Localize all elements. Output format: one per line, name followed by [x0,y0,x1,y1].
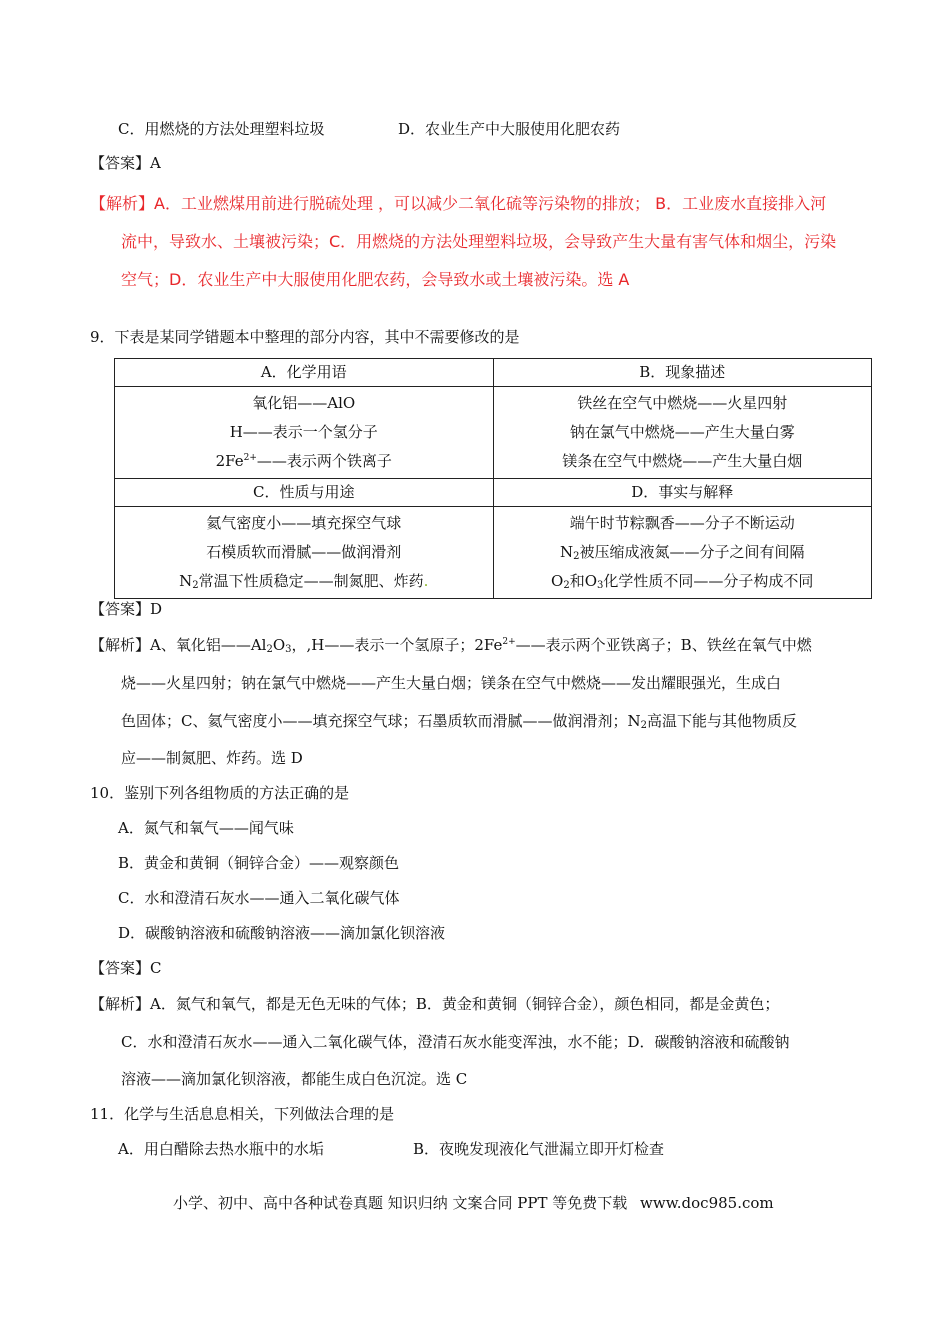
q9-analysis-line4: 应——制氮肥、炸药。选 D [121,749,303,767]
q9-a-line1: 氧化铝——AlO [252,394,356,412]
q9-b-line2: 钠在氯气中燃烧——产生大量白雾 [569,423,795,441]
footer-url: www.doc985.com [640,1194,774,1212]
q9-table-cell-c [115,507,494,599]
q9-a-line2: H——表示一个氢分子 [229,423,378,441]
q9-c-line3: $N_2$常温下性质稳定——制氮肥、炸药. [179,572,429,591]
q9-d-line1: 端午时节粽飘香——分子不断运动 [569,514,795,532]
q11-stem: 11．化学与生活息息相关，下列做法合理的是 [90,1105,395,1123]
q8-option-c: C．用燃烧的方法处理塑料垃圾 [118,120,325,138]
q9-b-line3: 镁条在空气中燃烧——产生大量白烟 [562,452,803,470]
q9-table-cell-a [115,387,494,479]
q10-analysis-line3: 溶液——滴加氯化钡溶液，都能生成白色沉淀。选 C [121,1070,468,1088]
q9-a-line3: $2Fe^{2+}——$表示两个铁离子 [215,452,392,470]
q9-table-head-d: D．事实与解释 [493,479,872,507]
q9-table-head-b: B．现象描述 [493,359,872,387]
q10-answer: 【答案】C [90,959,162,977]
q10-analysis-line2: C．水和澄清石灰水——通入二氧化碳气体，澄清石灰水能变浑浊，水不能；D．碳酸钠溶液和硫酸钠 [121,1033,790,1051]
q9-table-cell-b [493,387,872,479]
q9-d-line3: $O_2$和$O_3$化学性质不同——分子构成不同 [551,572,814,591]
q11-option-b: B．夜晚发现液化气泄漏立即开灯检查 [413,1140,665,1158]
q9-table-head-c: C．性质与用途 [115,479,494,507]
q8-option-d: D．农业生产中大服使用化肥农药 [398,120,621,138]
q9-table-cell-d [493,507,872,599]
q9-b-line1: 铁丝在空气中燃烧——火星四射 [577,394,788,412]
q8-analysis-line1: 【解析】A．工业燃煤用前进行脱硫处理 ，可以减少二氧化硫等污染物的排放； B．工业废水直接排入河 [90,194,827,213]
q10-option-b: B．黄金和黄铜（铜锌合金）——观察颜色 [118,854,400,872]
q10-option-d: D．碳酸钠溶液和硫酸钠溶液——滴加氯化钡溶液 [118,924,446,942]
q9-analysis-line3: 色固体；C、氦气密度小——填充探空气球；石墨质软而滑腻——做润滑剂；$N_2$高温下能与其他物质反 [121,712,797,731]
page-footer [173,1192,774,1213]
q9-analysis-line2: 烧——火星四射；钠在氯气中燃烧——产生大量白烟；镁条在空气中燃烧——发出耀眼强光，生成白 [121,674,782,692]
q8-analysis-line3: 空气；D．农业生产中大服使用化肥农药，会导致水或土壤被污染。选 A [121,270,630,289]
q10-stem: 10．鉴别下列各组物质的方法正确的是 [90,784,350,802]
q8-answer: 【答案】A [90,154,161,172]
q9-table [114,358,872,599]
q9-c-line1: 氦气密度小——填充探空气球 [206,514,402,532]
q9-stem: 9．下表是某同学错题本中整理的部分内容，其中不需要修改的是 [90,328,520,346]
q9-d-line2: $N_2$被压缩成液氮——分子之间有间隔 [559,543,805,562]
q9-analysis-line1: 【解析】A、氧化铝$——Al_2O_3$，,H——表示一个氢原子；$2Fe^{2+}——$表示两个亚铁离子；B、铁丝在氧气中燃 [90,636,812,655]
q8-analysis-line2: 流中，导致水、土壤被污染；C．用燃烧的方法处理塑料垃圾，会导致产生大量有害气体和烟尘，污染 [121,232,837,251]
q10-option-a: A．氮气和氧气——闻气味 [118,819,294,837]
footer-text: 小学、初中、高中各种试卷真题 知识归纳 文案合同 PPT 等免费下载 [173,1194,628,1212]
q10-option-c: C．水和澄清石灰水——通入二氧化碳气体 [118,889,400,907]
q9-table-head-a: A．化学用语 [115,359,494,387]
q9-c-line2: 石模质软而滑腻——做润滑剂 [206,543,402,561]
q10-analysis-line1: 【解析】A．氮气和氧气，都是无色无味的气体；B．黄金和黄铜（铜锌合金），颜色相同，都是金黄色； [90,995,780,1013]
q9-answer: 【答案】D [90,600,163,618]
q11-option-a: A．用白醋除去热水瓶中的水垢 [118,1140,324,1158]
